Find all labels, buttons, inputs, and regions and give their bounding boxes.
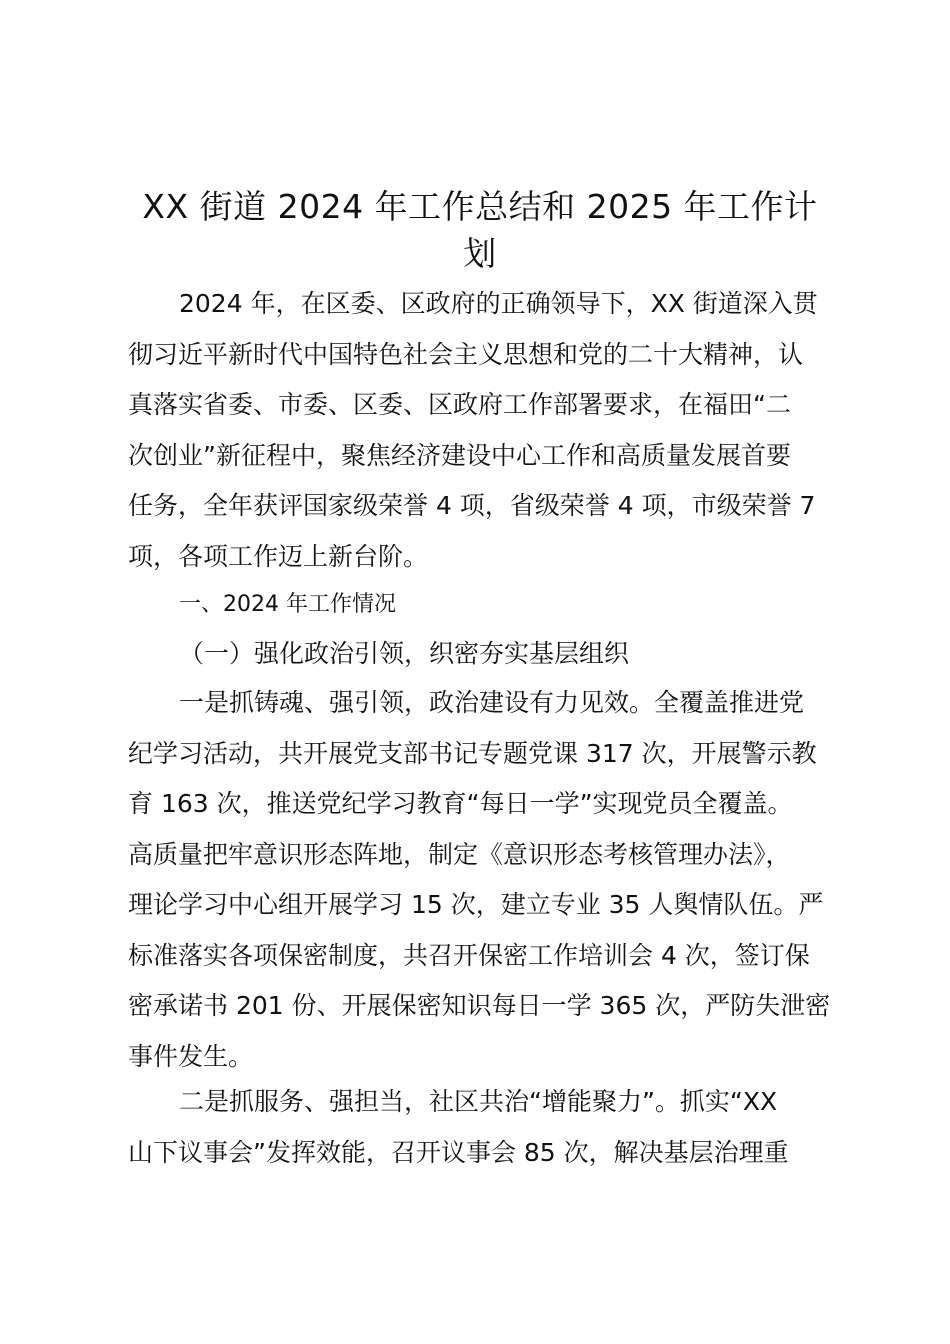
paragraph-line: 山下议事会”发挥效能，召开议事会 85 次，解决基层治理重: [128, 1137, 789, 1167]
paragraph-line: 纪学习活动，共开展党支部书记专题党课 317 次，开展警示教: [128, 738, 817, 768]
paragraph-line: 密承诺书 201 份、开展保密知识每日一学 365 次，严防失泄密: [128, 991, 831, 1020]
paragraph-line: 任务，全年获评国家级荣誉 4 项，省级荣誉 4 项，市级荣誉 7: [128, 491, 816, 520]
body-paragraph-2: [128, 1077, 833, 1178]
paragraph-line: 次创业”新征程中，聚焦经济建设中心工作和高质量发展首要: [128, 440, 791, 470]
title-line: XX 街道 2024 年工作总结和 2025 年工作计: [142, 187, 818, 226]
paragraph-line: 理论学习中心组开展学习 15 次，建立专业 35 人舆情队伍。严: [128, 890, 824, 919]
paragraph-line: 事件发生。: [128, 1041, 254, 1071]
paragraph-line: 2024 年，在区委、区政府的正确领导下，XX 街道深入贯: [179, 289, 818, 318]
subsection-heading: （一）强化政治引领，织密夯实基层组织: [179, 639, 630, 668]
paragraph-line: 真落实省委、市委、区委、区政府工作部署要求，在福田“二: [128, 390, 791, 419]
paragraph-line: 一是抓铸魂、强引领，政治建设有力见效。全覆盖推进党: [179, 688, 805, 717]
paragraph-line: 二是抓服务、强担当，社区共治“增能聚力”。抓实“XX: [179, 1087, 778, 1116]
section-heading: 一、2024 年工作情况: [179, 592, 396, 617]
body-paragraph-1: [128, 678, 833, 1082]
paragraph-line: 项，各项工作迈上新台阶。: [128, 541, 429, 571]
paragraph-line: 彻习近平新时代中国特色社会主义思想和党的二十大精神，认: [128, 339, 804, 369]
title-line: 划: [463, 234, 497, 273]
paragraph-line: 育 163 次，推送党纪学习教育“每日一学”实现党员全覆盖。: [128, 789, 793, 818]
document-title: [120, 183, 840, 277]
paragraph-line: 标准落实各项保密制度，共召开保密工作培训会 4 次，签订保: [128, 940, 810, 970]
intro-paragraph: [128, 279, 833, 582]
paragraph-line: 高质量把牢意识形态阵地，制定《意识形态考核管理办法》，: [128, 839, 791, 869]
